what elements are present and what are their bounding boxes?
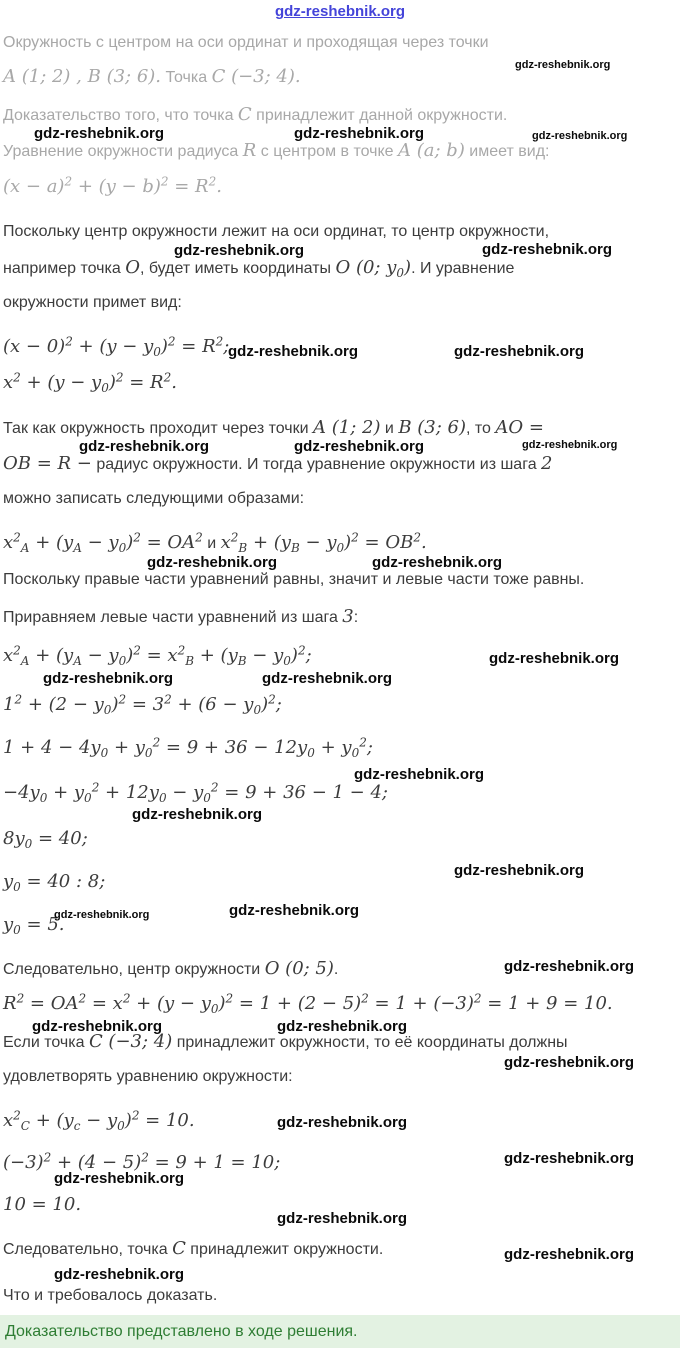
content-line (3, 1238, 383, 1261)
watermark: gdz-reshebnik.org (132, 806, 263, 823)
watermark: gdz-reshebnik.org (489, 650, 620, 667)
text-segment: Приравняем левые части уравнений из шага (3, 609, 343, 626)
math-segment: 0 (351, 746, 360, 761)
math-segment: − y (299, 532, 337, 553)
math-segment: ; (305, 645, 312, 666)
watermark: gdz-reshebnik.org (79, 438, 210, 455)
math-segment: ) (124, 1110, 132, 1131)
math-segment: ) (344, 532, 352, 553)
text-segment: можно записать следующими образами: (3, 490, 305, 507)
math-segment: 2 (43, 1150, 52, 1165)
math-segment: . (216, 176, 222, 197)
math-segment: 0 (307, 746, 315, 761)
math-segment: = OB (358, 532, 414, 553)
watermark: gdz-reshebnik.org (504, 1246, 635, 1263)
math-segment: y (3, 871, 14, 892)
content-line (3, 606, 358, 629)
math-segment: 3 (342, 606, 354, 627)
content-line (3, 372, 177, 395)
text-segment: Окружность с центром на оси ординат и проходящая через точки (3, 34, 489, 51)
math-segment: x (3, 532, 14, 553)
watermark: gdz-reshebnik.org (504, 1150, 635, 1167)
math-segment: = R (175, 336, 216, 357)
content-line (3, 222, 549, 242)
content-line (3, 1110, 195, 1133)
watermark: gdz-reshebnik.org (174, 242, 305, 259)
content-line (3, 453, 552, 476)
content-line (3, 1067, 293, 1087)
math-segment: − y (166, 782, 204, 803)
watermark: gdz-reshebnik.org (34, 125, 165, 142)
math-segment: C (−3; 4). (211, 66, 301, 87)
math-segment: 2 (177, 643, 186, 658)
math-segment: 2 (163, 370, 172, 385)
math-segment: ) (126, 645, 134, 666)
text-segment: с центром в точке (256, 143, 399, 160)
math-segment: 2 (225, 991, 234, 1006)
math-segment: . (171, 372, 177, 393)
math-segment: = 3 (126, 694, 165, 715)
math-segment: R (3, 993, 17, 1014)
math-segment: = 10. (139, 1110, 195, 1131)
math-segment: 2 (230, 530, 239, 545)
math-segment: + 12y (99, 782, 159, 803)
math-segment: − y (81, 532, 119, 553)
footer-answer-text: Доказательство представлено в ходе решения. (5, 1322, 358, 1340)
content-line (3, 33, 489, 53)
content-line (3, 871, 105, 894)
text-segment: Уравнение окружности радиуса (3, 143, 243, 160)
watermark: gdz-reshebnik.org (504, 1054, 635, 1071)
watermark: gdz-reshebnik.org (32, 1018, 163, 1035)
math-segment: 0 (24, 837, 33, 852)
content-line (3, 257, 514, 280)
watermark: gdz-reshebnik.org (277, 1210, 408, 1227)
math-segment: ) (404, 257, 412, 278)
math-segment: 2 (133, 530, 141, 545)
math-segment: = OA (140, 532, 196, 553)
math-segment: 0 (203, 791, 211, 806)
math-segment: = 1 + 9 = 10. (481, 993, 613, 1014)
watermark: gdz-reshebnik.org (354, 766, 485, 783)
math-segment: 2 (351, 530, 359, 545)
math-segment: B (290, 541, 300, 556)
math-segment: 2 (118, 692, 127, 707)
math-segment: 0 (84, 791, 92, 806)
math-segment: + (y (194, 645, 238, 666)
text-segment: принадлежит данной окружности. (251, 107, 508, 124)
watermark: gdz-reshebnik.org (532, 130, 628, 142)
math-segment: + (y − y (20, 372, 102, 393)
math-segment: 0 (13, 880, 21, 895)
math-segment: A (1; 2) , B (3; 6). (3, 66, 162, 87)
math-segment: = x (140, 645, 178, 666)
math-segment: + (6 − y (171, 694, 254, 715)
watermark: gdz-reshebnik.org (54, 909, 150, 921)
watermark: gdz-reshebnik.org (262, 670, 393, 687)
math-segment: 2 (65, 334, 73, 349)
math-segment: OB = R − (3, 453, 92, 474)
content-line (3, 1286, 217, 1306)
content-line (3, 489, 304, 509)
math-segment: 2 (131, 1108, 140, 1123)
watermark: gdz-reshebnik.org (372, 554, 503, 571)
math-segment: 0 (100, 746, 109, 761)
watermark: gdz-reshebnik.org (277, 1018, 408, 1035)
watermark: gdz-reshebnik.org (294, 438, 425, 455)
math-segment: 2 (215, 334, 224, 349)
math-segment: (x − 0) (3, 336, 66, 357)
math-segment: R (242, 140, 257, 161)
math-segment: = 9 + 36 − 1 − 4; (218, 782, 388, 803)
text-segment: Следовательно, центр окружности (3, 961, 265, 978)
watermark: gdz-reshebnik.org (54, 1266, 185, 1283)
text-segment: окружности примет вид: (3, 294, 182, 311)
math-segment: 0 (153, 345, 161, 360)
math-segment: 0 (118, 654, 127, 669)
math-segment: 2 (14, 692, 23, 707)
math-segment: A (20, 654, 30, 669)
math-segment: ; (275, 694, 282, 715)
text-segment: и (202, 535, 221, 552)
math-segment: B (238, 541, 248, 556)
math-segment: + (y − y (130, 993, 211, 1014)
content-line (3, 1194, 81, 1217)
math-segment: 2 (91, 780, 100, 795)
watermark: gdz-reshebnik.org (454, 862, 585, 879)
math-segment: B (237, 654, 247, 669)
math-segment: 0 (118, 541, 127, 556)
math-segment: 2 (16, 991, 25, 1006)
math-segment: − y (246, 645, 284, 666)
content-line (3, 104, 507, 127)
math-segment: x (3, 1110, 14, 1131)
math-segment: c (73, 1119, 81, 1134)
math-segment: x (3, 645, 14, 666)
math-segment: B (185, 654, 195, 669)
math-segment: AO = (495, 417, 544, 438)
content-line (3, 737, 373, 760)
math-segment: 2 (160, 174, 169, 189)
math-segment: + (y − y (72, 336, 154, 357)
text-segment: Точка (161, 69, 212, 86)
text-segment: удовлетворять уравнению окружности: (3, 1068, 293, 1085)
math-segment: 2 (13, 1108, 21, 1123)
math-segment: 2 (195, 530, 203, 545)
math-segment: − y (81, 645, 119, 666)
watermark: gdz-reshebnik.org (522, 439, 618, 451)
text-segment: и (380, 420, 399, 437)
math-segment: 2 (13, 643, 21, 658)
text-segment: например точка (3, 260, 126, 277)
site-link[interactable]: gdz-reshebnik.org (274, 3, 405, 20)
math-segment: + (y (29, 645, 74, 666)
math-segment: 0 (103, 703, 112, 718)
math-segment: 2 (115, 370, 124, 385)
math-segment: = R (123, 372, 164, 393)
math-segment: B (3; 6) (398, 417, 466, 438)
math-segment: ) (218, 993, 226, 1014)
text-segment: Так как окружность проходит через точки (3, 420, 314, 437)
math-segment: = 40 : 8; (20, 871, 106, 892)
math-segment: 2 (268, 692, 276, 707)
watermark: gdz-reshebnik.org (277, 1114, 408, 1131)
math-segment: + y (47, 782, 85, 803)
footer-answer-bar (0, 1315, 680, 1348)
math-segment: C (−3; 4) (88, 1031, 173, 1052)
math-segment: + (y (29, 1110, 74, 1131)
math-segment: 2 (361, 991, 369, 1006)
math-segment: A (73, 541, 82, 556)
math-segment: 1 (3, 694, 15, 715)
math-segment: 2 (13, 370, 21, 385)
text-segment: Поскольку правые части уравнений равны, значит и левые части тоже равны. (3, 571, 585, 588)
math-segment: O (0; 5) (264, 958, 334, 979)
math-segment: = 5. (20, 914, 65, 935)
math-segment: A (73, 654, 82, 669)
math-segment: 0 (158, 791, 167, 806)
content-line (3, 417, 544, 440)
text-segment: Поскольку центр окружности лежит на оси ординат, то центр окружности, (3, 223, 550, 240)
math-segment: + (4 − 5) (51, 1152, 142, 1173)
watermark: gdz-reshebnik.org (504, 958, 635, 975)
math-segment: 0 (396, 266, 405, 281)
math-segment: A (a; b) (398, 140, 465, 161)
content-line (3, 958, 338, 981)
math-segment: ) (108, 372, 116, 393)
math-segment: = 1 + (2 − 5) (233, 993, 362, 1014)
text-segment: принадлежит окружности. (185, 1241, 384, 1258)
math-segment: C (172, 1238, 186, 1259)
math-segment: ) (126, 532, 134, 553)
math-segment: 2 (141, 1150, 149, 1165)
math-segment: ) (290, 645, 298, 666)
watermark: gdz-reshebnik.org (43, 670, 174, 687)
math-segment: 2 (541, 453, 553, 474)
math-segment: = 1 + (−3) (368, 993, 474, 1014)
text-segment: Если точка (3, 1034, 89, 1051)
math-segment: 2 (413, 530, 421, 545)
text-segment: , то (466, 420, 496, 437)
math-segment: 0 (101, 381, 109, 396)
math-segment: 2 (210, 780, 219, 795)
math-segment: = OA (24, 993, 79, 1014)
watermark: gdz-reshebnik.org (147, 554, 278, 571)
math-segment: (x − a) (3, 176, 65, 197)
content-line (3, 828, 88, 851)
math-segment: O (125, 257, 140, 278)
math-segment: 0 (117, 1119, 125, 1134)
watermark: gdz-reshebnik.org (515, 59, 611, 71)
math-segment: = x (86, 993, 123, 1014)
watermark: gdz-reshebnik.org (294, 125, 425, 142)
math-segment: 2 (13, 530, 21, 545)
math-segment: A (1; 2) (313, 417, 381, 438)
math-segment: 0 (336, 541, 345, 556)
text-segment: . (333, 961, 339, 978)
content-line (3, 66, 301, 89)
math-segment: ; (366, 737, 373, 758)
math-segment: + y (314, 737, 352, 758)
math-segment: x (220, 532, 231, 553)
math-segment: 0 (13, 923, 21, 938)
text-segment: Следовательно, точка (3, 1241, 173, 1258)
math-segment: 2 (164, 692, 172, 707)
math-segment: ; (223, 336, 230, 357)
math-segment: x (3, 372, 14, 393)
math-segment: = 9 + 1 = 10; (148, 1152, 281, 1173)
text-segment: имеет вид: (464, 143, 550, 160)
math-segment: 2 (78, 991, 87, 1006)
math-segment: 2 (297, 643, 306, 658)
content-line (3, 694, 282, 717)
text-segment: Что и требовалось доказать. (3, 1287, 218, 1304)
math-segment: O (0; y (335, 257, 397, 278)
math-segment: C (237, 104, 252, 125)
math-segment: 1 + 4 − 4y (3, 737, 101, 758)
watermark: gdz-reshebnik.org (454, 343, 585, 360)
content-line (3, 782, 388, 805)
math-segment: = R (168, 176, 209, 197)
math-segment: 0 (253, 703, 262, 718)
text-segment: : (353, 609, 359, 626)
math-segment: 2 (152, 735, 161, 750)
content-line (3, 176, 222, 199)
text-segment: принадлежит окружности, то её координаты должны (172, 1034, 568, 1051)
math-segment: + (2 − y (22, 694, 104, 715)
math-segment: 2 (359, 735, 367, 750)
math-segment: A (20, 541, 30, 556)
math-segment: + (y (29, 532, 74, 553)
math-segment: 2 (122, 991, 131, 1006)
text-segment: , будет иметь координаты (139, 260, 336, 277)
math-segment: 2 (64, 174, 73, 189)
math-segment: = 9 + 36 − 12y (160, 737, 308, 758)
math-segment: 0 (283, 654, 291, 669)
content-line (3, 993, 613, 1016)
math-segment: . (420, 532, 427, 553)
math-segment: 2 (208, 174, 217, 189)
math-segment: 8y (3, 828, 25, 849)
content-line (3, 140, 549, 163)
watermark: gdz-reshebnik.org (229, 902, 360, 919)
content-line (3, 570, 584, 590)
content-line (3, 293, 182, 313)
math-segment: + (y (247, 532, 291, 553)
math-segment: (−3) (3, 1152, 44, 1173)
math-segment: −4y (3, 782, 40, 803)
math-segment: y (3, 914, 14, 935)
math-segment: 0 (210, 1002, 219, 1017)
math-segment: 0 (39, 791, 48, 806)
content-line (3, 336, 229, 359)
math-segment: + y (108, 737, 145, 758)
content-line (3, 532, 427, 555)
text-segment: . И уравнение (411, 260, 515, 277)
content-line (3, 645, 312, 668)
math-segment: 2 (473, 991, 482, 1006)
math-segment: ) (160, 336, 168, 357)
text-segment: Доказательство того, что точка (3, 107, 238, 124)
math-segment: + (y − b) (72, 176, 161, 197)
math-segment: 2 (133, 643, 141, 658)
math-segment: − y (80, 1110, 118, 1131)
math-segment: = 40; (32, 828, 88, 849)
watermark: gdz-reshebnik.org (482, 241, 613, 258)
watermark: gdz-reshebnik.org (228, 343, 359, 360)
math-segment: 10 = 10. (3, 1194, 82, 1215)
math-segment: ) (111, 694, 119, 715)
watermark: gdz-reshebnik.org (54, 1170, 185, 1187)
math-segment: C (20, 1119, 30, 1134)
math-segment: ) (261, 694, 269, 715)
text-segment: радиус окружности. И тогда уравнение окружности из шага (91, 456, 542, 473)
math-segment: 0 (144, 746, 153, 761)
math-segment: 2 (167, 334, 176, 349)
